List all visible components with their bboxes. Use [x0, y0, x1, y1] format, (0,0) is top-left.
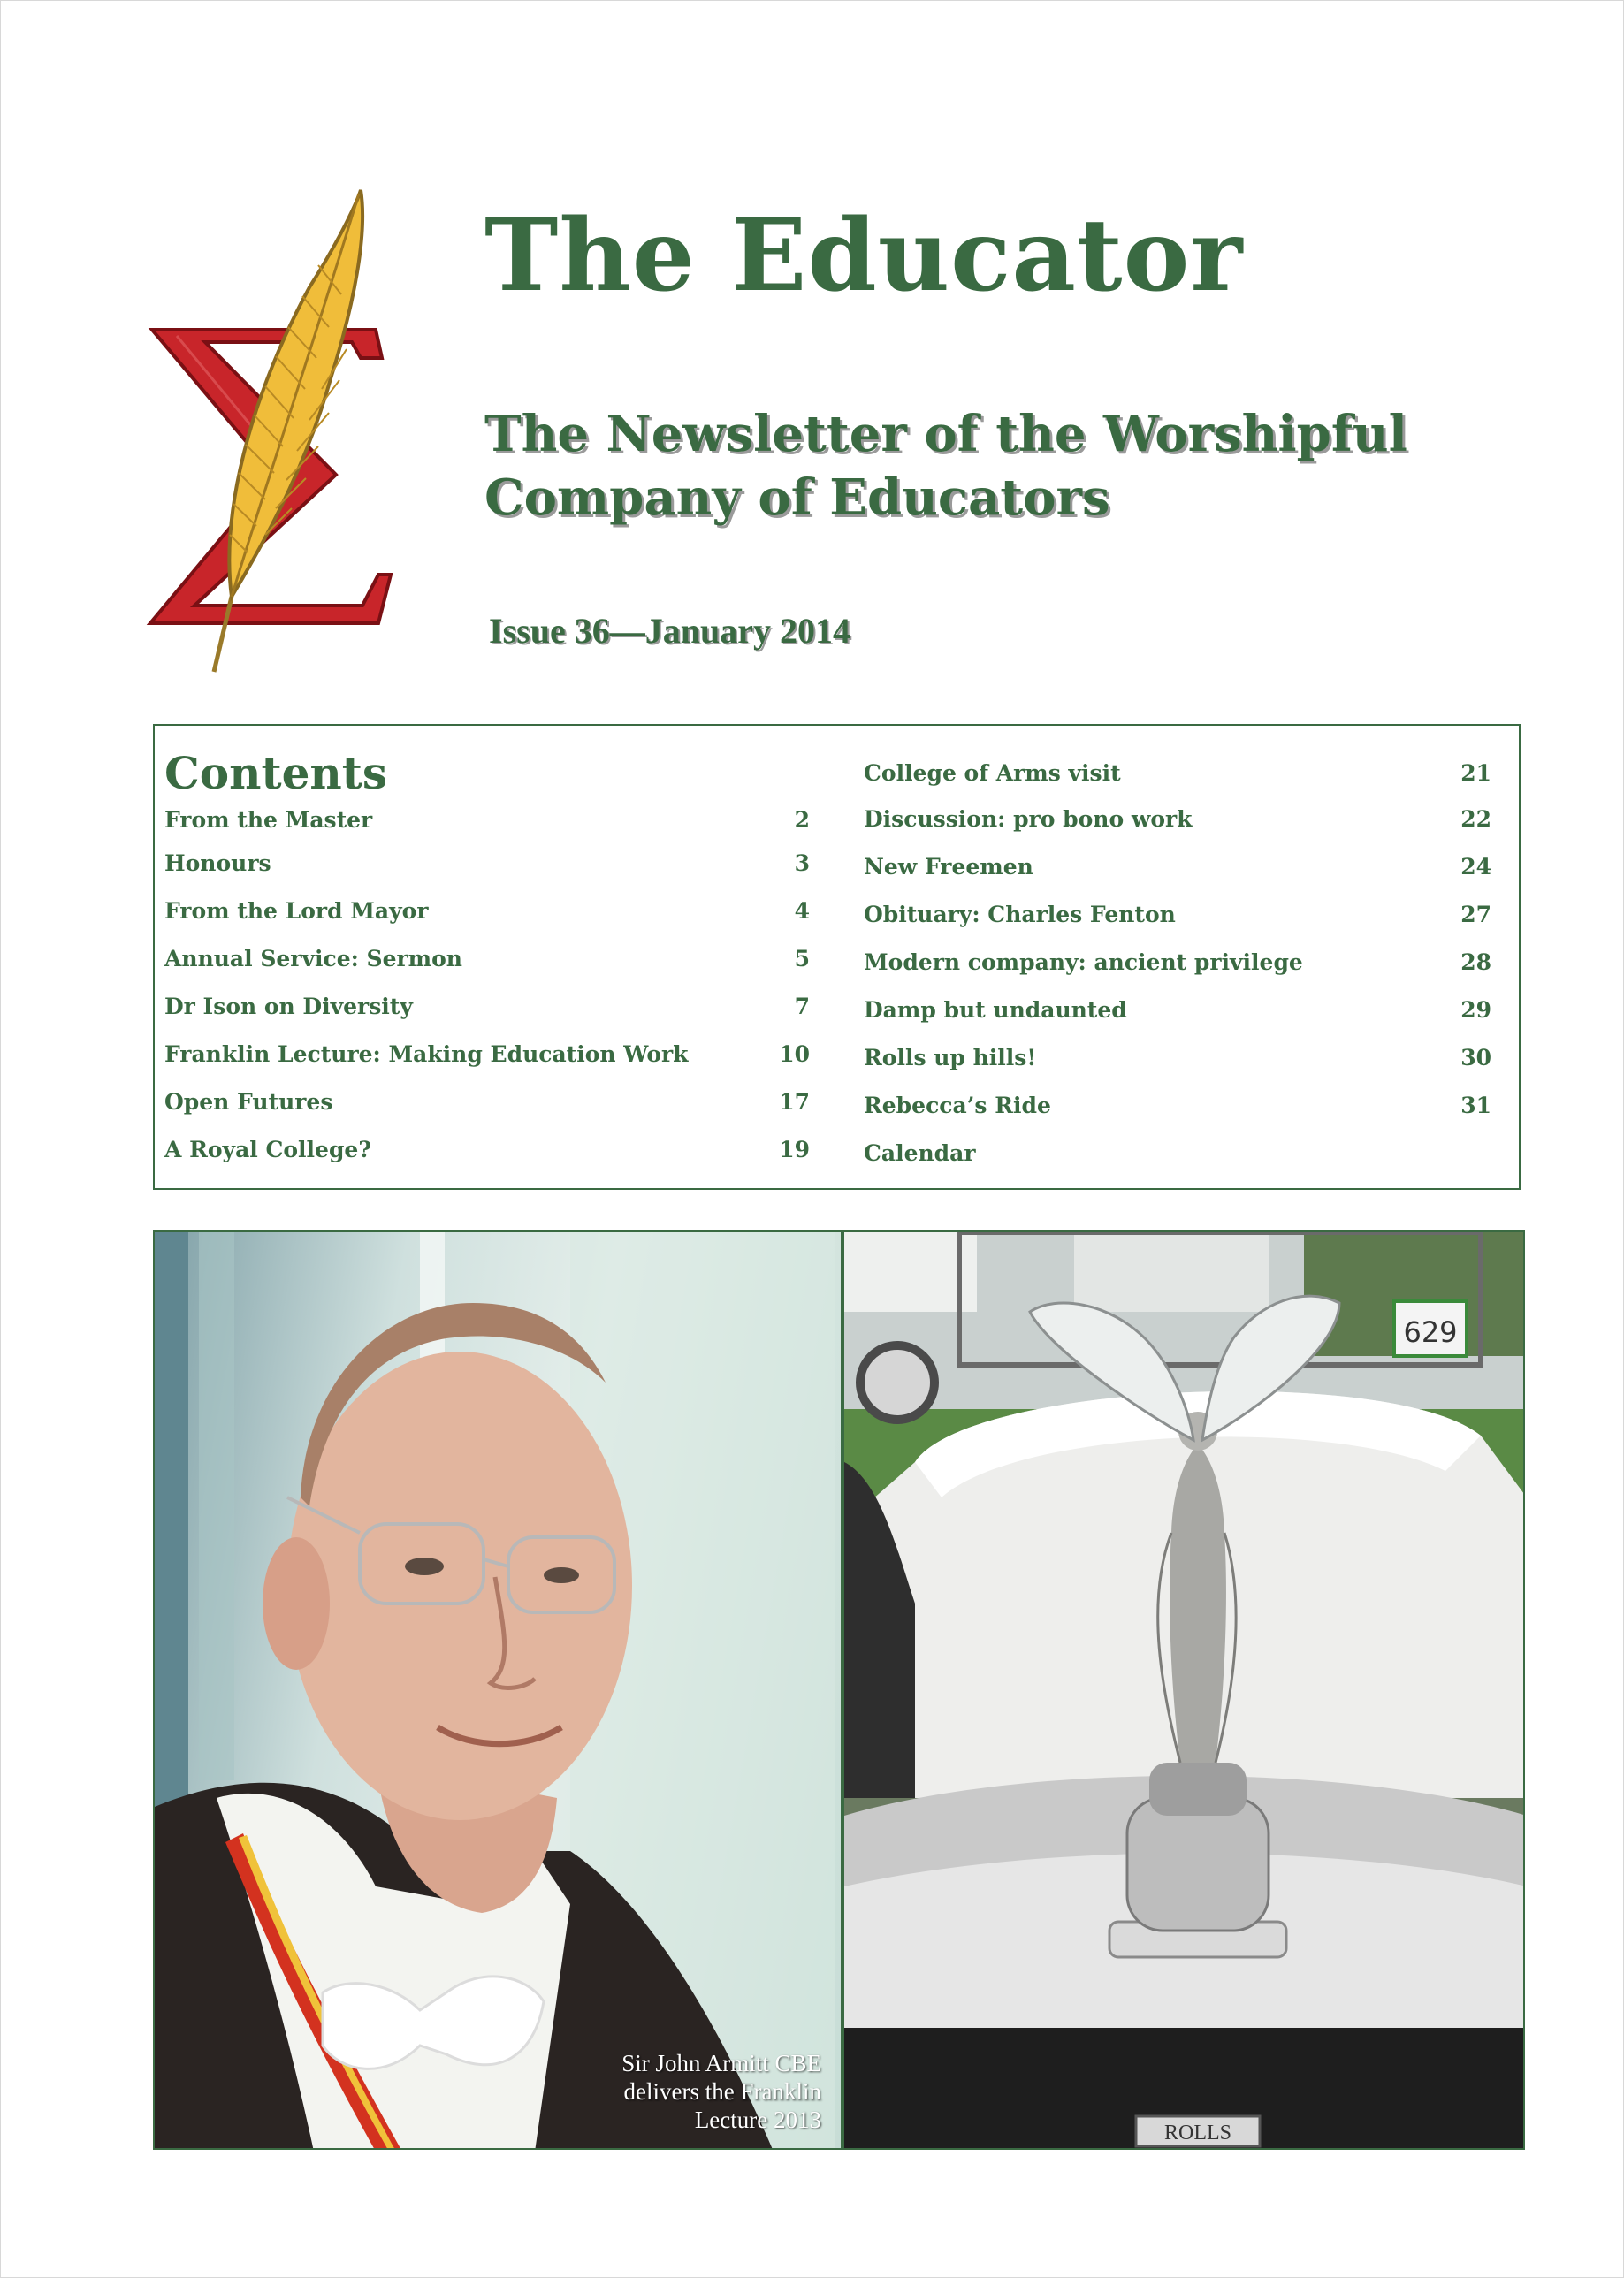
toc-entry-title: From the Master	[164, 807, 373, 833]
toc-entry-title: Franklin Lecture: Making Education Work	[164, 1041, 689, 1067]
toc-entry-page: 5	[794, 946, 810, 971]
grille-badge-text: ROLLS	[1163, 2122, 1232, 2145]
toc-entry[interactable]	[164, 941, 810, 977]
toc-entry-title: New Freemen	[864, 854, 1033, 880]
toc-entry[interactable]	[164, 803, 810, 838]
toc-entry[interactable]	[164, 989, 810, 1025]
toc-entry-page: 24	[1460, 854, 1491, 880]
toc-entry-page: 30	[1460, 1045, 1491, 1070]
toc-entry-title: Obituary: Charles Fenton	[864, 902, 1176, 927]
toc-entry[interactable]	[164, 846, 810, 881]
subtitle-line-2: Company of Educators	[484, 469, 1110, 527]
caption-line-1: Sir John Armitt CBE	[621, 2050, 821, 2076]
toc-entry[interactable]	[864, 1088, 1491, 1124]
photo-caption	[621, 2049, 821, 2134]
toc-entry-page: 19	[779, 1137, 810, 1162]
newsletter-title: The Educator	[484, 198, 1244, 314]
toc-entry-page: 22	[1460, 806, 1491, 832]
toc-entry-page: 27	[1460, 902, 1491, 927]
toc-entry[interactable]	[864, 897, 1491, 933]
toc-entry-title: Discussion: pro bono work	[864, 806, 1193, 832]
newsletter-subtitle	[484, 402, 1407, 530]
toc-entry-title: Dr Ison on Diversity	[164, 994, 413, 1019]
toc-entry-page: 4	[794, 898, 810, 924]
toc-entry[interactable]	[864, 993, 1491, 1028]
toc-entry-title: Honours	[164, 850, 271, 876]
toc-entry[interactable]	[164, 1132, 810, 1168]
toc-entry-title: Open Futures	[164, 1089, 333, 1115]
toc-entry-page: 2	[794, 807, 810, 833]
toc-entry[interactable]	[164, 1037, 810, 1072]
toc-entry-page: 21	[1460, 760, 1491, 786]
caption-line-3: Lecture 2013	[694, 2107, 821, 2133]
toc-entry-title: From the Lord Mayor	[164, 898, 429, 924]
caption-line-2: delivers the Franklin	[623, 2078, 821, 2105]
toc-entry-page: 7	[794, 994, 810, 1019]
toc-entry[interactable]	[864, 945, 1491, 980]
speaker-portrait-photo	[153, 1230, 842, 2150]
toc-entry[interactable]	[864, 849, 1491, 885]
toc-entry-title: Annual Service: Sermon	[164, 946, 462, 971]
contents-box	[153, 724, 1521, 1190]
contents-heading: Contents	[164, 747, 388, 799]
toc-entry-title: Rebecca’s Ride	[864, 1093, 1051, 1118]
toc-entry-title: Modern company: ancient privilege	[864, 949, 1303, 975]
toc-entry-page: 31	[1460, 1093, 1491, 1118]
toc-entry-page: 3	[794, 850, 810, 876]
toc-entry[interactable]	[864, 1136, 1491, 1171]
toc-entry-title: Rolls up hills!	[864, 1045, 1037, 1070]
toc-entry[interactable]	[864, 756, 1491, 791]
car-mascot-photo	[842, 1230, 1525, 2150]
toc-entry-title: College of Arms visit	[864, 760, 1121, 786]
toc-entry-page: 10	[779, 1041, 810, 1067]
subtitle-line-1: The Newsletter of the Worshipful	[484, 405, 1407, 463]
race-number-text: 629	[1403, 1315, 1458, 1349]
toc-entry[interactable]	[864, 1040, 1491, 1076]
toc-entry-page: 17	[779, 1089, 810, 1115]
issue-date: Issue 36—January 2014	[489, 611, 850, 651]
toc-entry[interactable]	[864, 802, 1491, 837]
toc-entry-title: A Royal College?	[164, 1137, 371, 1162]
toc-entry[interactable]	[164, 1085, 810, 1120]
toc-entry-page: 29	[1460, 997, 1491, 1023]
toc-entry-page: 28	[1460, 949, 1491, 975]
toc-entry[interactable]	[164, 894, 810, 929]
toc-entry-title: Damp but undaunted	[864, 997, 1127, 1023]
toc-entry-title: Calendar	[864, 1140, 976, 1166]
company-emblem-logo	[141, 181, 407, 685]
